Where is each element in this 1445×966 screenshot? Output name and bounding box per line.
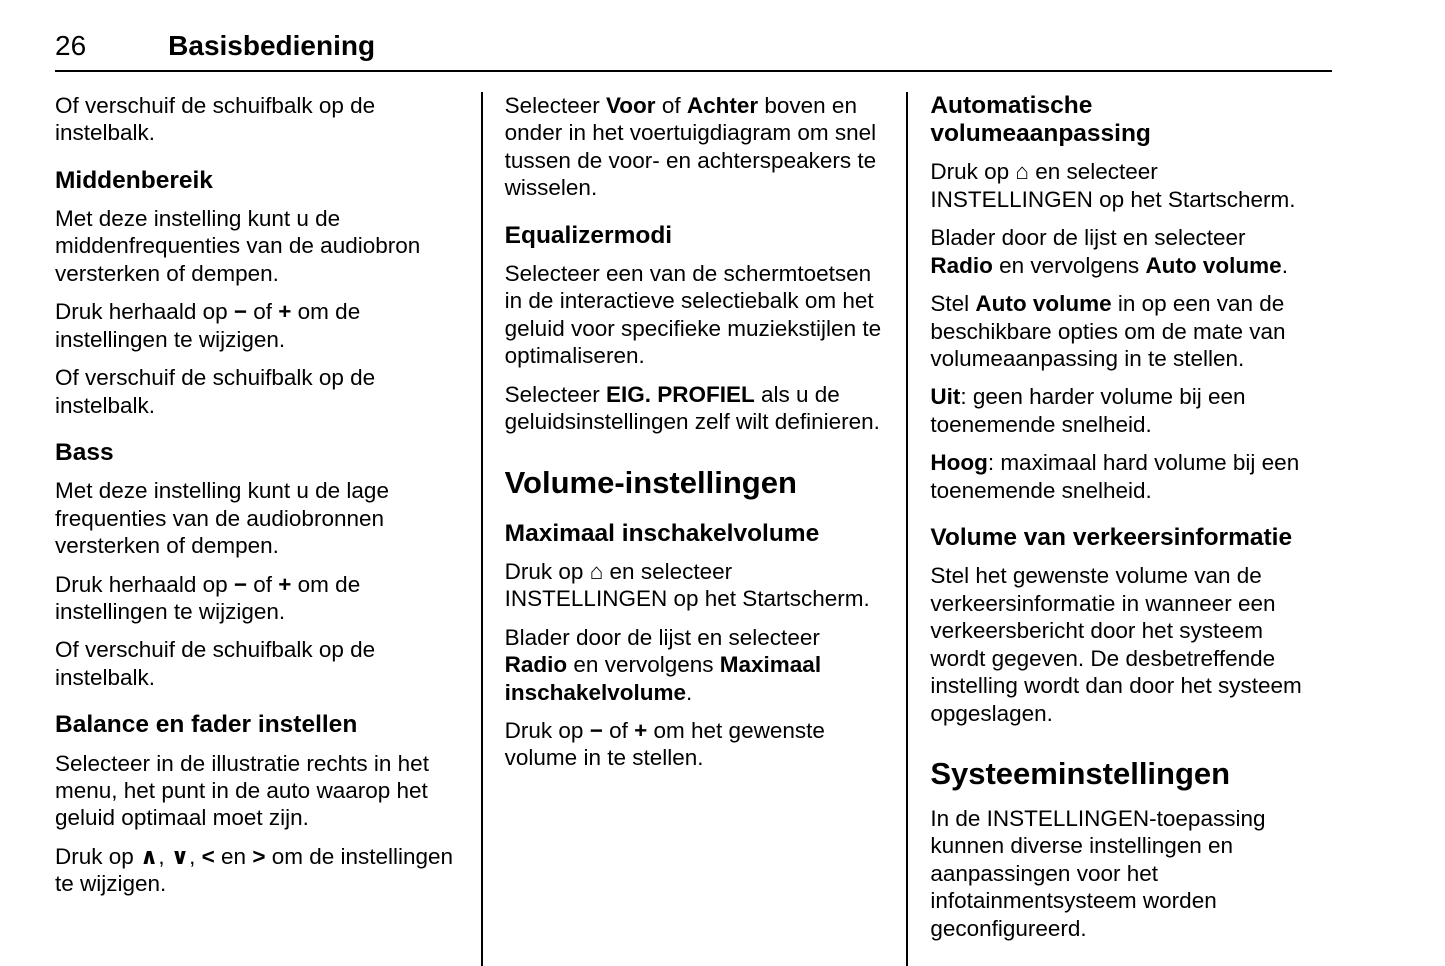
text-run: Blader door de lijst en selecteer bbox=[930, 225, 1246, 251]
paragraph bbox=[55, 477, 459, 559]
paragraph bbox=[930, 805, 1310, 942]
bold-run: Voor bbox=[605, 93, 656, 118]
chapter-title: Basisbediening bbox=[168, 30, 376, 61]
text-run: Druk op bbox=[930, 159, 1016, 185]
paragraph bbox=[55, 298, 459, 353]
up-arrow-icon: ∧ bbox=[140, 843, 159, 869]
content-columns bbox=[55, 72, 1332, 966]
section-heading: Volume-instellingen bbox=[504, 464, 797, 500]
paragraph bbox=[55, 750, 459, 832]
text-run: boven en onder in het voertuigdiagram om snel tussen de voor- en achterspeakers te wisselen. bbox=[504, 93, 877, 201]
bold-run: Auto volume bbox=[1145, 252, 1282, 278]
text-run: om het gewenste volume in te stellen. bbox=[504, 718, 825, 771]
minus-icon: − bbox=[589, 718, 603, 743]
paragraph bbox=[505, 92, 885, 202]
text-run: Of verschuif de schuifbalk op de instelbalk. bbox=[55, 637, 376, 690]
text-run: Stel het gewenste volume van de verkeersinformatie in wanneer een verkeersbericht door het systeem wordt gegeven. De desbetreffende instelling wordt dan door het systeem opgeslagen. bbox=[930, 563, 1302, 726]
home-icon: ⌂ bbox=[1015, 159, 1029, 185]
text-run: of bbox=[247, 571, 279, 597]
paragraph bbox=[55, 92, 459, 147]
page-header bbox=[55, 30, 1332, 72]
bold-run: Maximaal inschakelvolume bbox=[504, 652, 822, 705]
paragraph bbox=[55, 571, 459, 626]
text-run: : maximaal hard volume bij een toenemende snelheid. bbox=[930, 450, 1300, 503]
left-arrow-icon: < bbox=[201, 843, 215, 869]
paragraph bbox=[505, 717, 885, 772]
paragraph bbox=[930, 562, 1310, 727]
subsection-heading: Balance en fader instellen bbox=[55, 711, 358, 739]
column-3 bbox=[906, 92, 1332, 966]
text-run: Of verschuif de schuifbalk op de instelbalk. bbox=[55, 365, 376, 418]
text-run: of bbox=[247, 299, 279, 325]
text-run: Selecteer in de illustratie rechts in het menu, het punt in de auto waarop het geluid optimaal moet zijn. bbox=[55, 750, 429, 831]
text-run: . bbox=[1281, 252, 1288, 278]
text-run: Selecteer bbox=[504, 93, 606, 118]
text-run: Blader door de lijst en selecteer bbox=[504, 624, 820, 650]
text-run: . bbox=[686, 679, 693, 705]
bold-run: Uit bbox=[930, 384, 961, 410]
text-run: , bbox=[158, 843, 171, 869]
text-run: In de INSTELLINGEN-toepassing kunnen diverse instellingen en aanpassingen voor het infotainmentsysteem worden geconfigureerd. bbox=[930, 806, 1266, 941]
paragraph bbox=[930, 383, 1310, 438]
text-run: en selecteer INSTELLINGEN op het Startscherm. bbox=[930, 159, 1296, 212]
paragraph bbox=[505, 260, 885, 370]
text-run: en bbox=[214, 843, 253, 869]
section-heading: Systeeminstellingen bbox=[930, 755, 1231, 791]
paragraph bbox=[55, 364, 459, 419]
subsection-heading: Bass bbox=[55, 439, 114, 467]
paragraph bbox=[930, 290, 1310, 372]
text-run: , bbox=[189, 843, 202, 869]
paragraph bbox=[930, 449, 1310, 504]
column-1 bbox=[55, 92, 481, 966]
text-run: Of verschuif de schuifbalk op de instelbalk. bbox=[55, 93, 376, 146]
minus-icon: − bbox=[233, 299, 247, 325]
right-arrow-icon: > bbox=[252, 843, 266, 869]
text-run: als u de geluidsinstellingen zelf wilt definieren. bbox=[504, 381, 880, 435]
text-run: in op een van de beschikbare opties om de mate van volumeaanpassing in te stellen. bbox=[930, 291, 1286, 371]
text-run: Met deze instelling kunt u de lage frequenties van de audiobronnen versterken of dempen. bbox=[55, 478, 389, 559]
text-run: Selecteer een van de schermtoetsen in de interactieve selectiebalk om het geluid voor specifieke muziekstijlen te optimaliseren. bbox=[504, 260, 882, 369]
text-run: om de instellingen te wijzigen. bbox=[55, 571, 361, 625]
text-run: Selecteer bbox=[504, 381, 606, 407]
subsection-heading: Automatische volumeaanpassing bbox=[930, 92, 1151, 148]
paragraph bbox=[55, 636, 459, 691]
page-number: 26 bbox=[55, 30, 87, 61]
minus-icon: − bbox=[233, 571, 247, 597]
text-run: Druk herhaald op bbox=[55, 571, 234, 597]
column-2 bbox=[481, 92, 907, 966]
text-run: om de instellingen te wijzigen. bbox=[55, 843, 454, 897]
text-run: en vervolgens bbox=[992, 252, 1146, 278]
home-icon: ⌂ bbox=[589, 558, 604, 584]
bold-run: Hoog bbox=[930, 450, 988, 476]
paragraph bbox=[505, 381, 885, 436]
paragraph bbox=[55, 843, 459, 898]
text-run: en selecteer INSTELLINGEN op het Startscherm. bbox=[504, 558, 870, 612]
subsection-heading: Middenbereik bbox=[55, 166, 213, 194]
text-run: of bbox=[655, 93, 687, 118]
subsection-heading: Maximaal inschakelvolume bbox=[504, 519, 820, 547]
paragraph bbox=[505, 558, 885, 613]
bold-run: Achter bbox=[686, 93, 759, 118]
text-run: Stel bbox=[930, 291, 976, 317]
plus-icon: + bbox=[278, 571, 292, 597]
text-run: Druk op bbox=[504, 718, 590, 743]
bold-run: Radio bbox=[930, 252, 993, 278]
text-run: Druk op bbox=[504, 558, 590, 584]
paragraph bbox=[505, 624, 885, 706]
plus-icon: + bbox=[634, 718, 648, 743]
bold-run: Radio bbox=[504, 652, 568, 678]
text-run: of bbox=[602, 718, 635, 743]
subsection-heading: Equalizermodi bbox=[504, 221, 673, 249]
text-run: : geen harder volume bij een toenemende snelheid. bbox=[930, 384, 1246, 437]
bold-run: EIG. PROFIEL bbox=[605, 381, 755, 407]
text-run: en vervolgens bbox=[567, 652, 720, 678]
text-run: Druk herhaald op bbox=[55, 299, 234, 325]
paragraph bbox=[930, 224, 1310, 279]
plus-icon: + bbox=[278, 299, 292, 325]
subsection-heading: Volume van verkeersinformatie bbox=[930, 524, 1293, 552]
text-run: Druk op bbox=[55, 843, 141, 869]
text-run: Met deze instelling kunt u de middenfrequenties van de audiobron versterken of dempen. bbox=[55, 206, 421, 286]
bold-run: Auto volume bbox=[975, 291, 1112, 317]
down-arrow-icon: ∨ bbox=[170, 843, 190, 869]
paragraph bbox=[55, 205, 459, 287]
text-run: om de instellingen te wijzigen. bbox=[55, 299, 361, 352]
paragraph bbox=[930, 158, 1310, 213]
